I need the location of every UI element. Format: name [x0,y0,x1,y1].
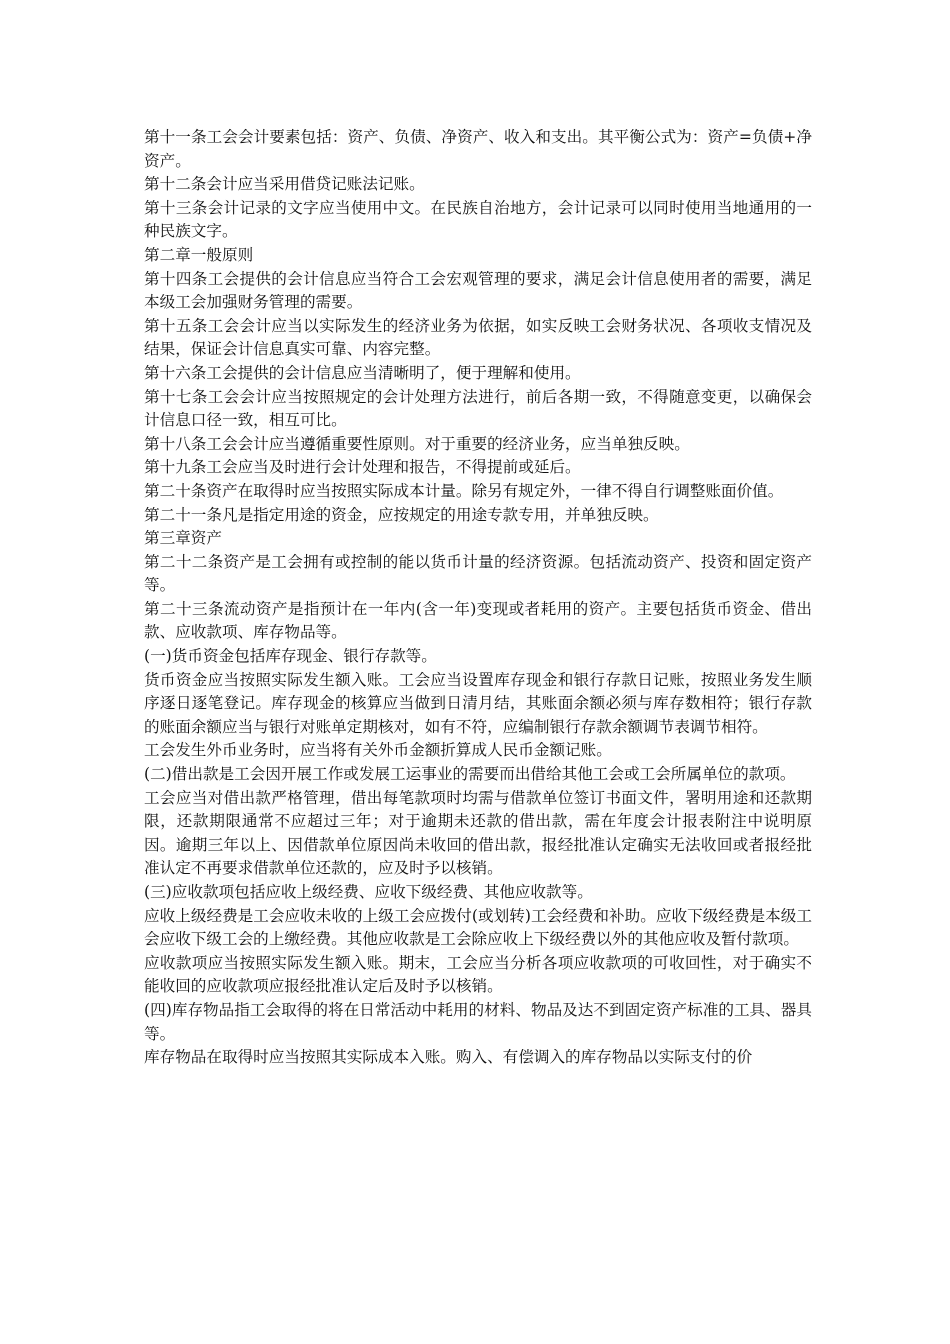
paragraph: 应收上级经费是工会应收未收的上级工会应拨付(或划转)工会经费和补助。应收下级经费是本级工会应收下级工会的上缴经费。其他应收款是工会除应收上下级经费以外的其他应收及暂付款项。 [144,906,812,949]
paragraph: 第十四条工会提供的会计信息应当符合工会宏观管理的要求，满足会计信息使用者的需要，满足本级工会加强财务管理的需要。 [144,269,812,312]
paragraph: 工会发生外币业务时，应当将有关外币金额折算成人民币金额记账。 [144,741,612,760]
paragraph: (一)货币资金包括库存现金、银行存款等。 [144,647,437,666]
paragraph: 第十八条工会会计应当遵循重要性原则。对于重要的经济业务，应当单独反映。 [144,434,690,453]
chapter-heading: 第二章一般原则 [144,245,254,264]
paragraph: 第十三条会计记录的文字应当使用中文。在民族自治地方，会计记录可以同时使用当地通用的一种民族文字。 [144,198,812,241]
paragraph: 第二十条资产在取得时应当按照实际成本计量。除另有规定外，一律不得自行调整账面价值。 [144,481,784,500]
paragraph: 第二十二条资产是工会拥有或控制的能以货币计量的经济资源。包括流动资产、投资和固定资产等。 [144,552,812,595]
paragraph: 第二十三条流动资产是指预计在一年内(含一年)变现或者耗用的资产。主要包括货币资金、借出款、应收款项、库存物品等。 [144,599,812,642]
paragraph: 应收款项应当按照实际发生额入账。期末，工会应当分析各项应收款项的可收回性，对于确实不能收回的应收款项应报经批准认定后及时予以核销。 [144,953,812,996]
paragraph: 库存物品在取得时应当按照其实际成本入账。购入、有偿调入的库存物品以实际支付的价 [144,1048,753,1067]
paragraph: 第十九条工会应当及时进行会计处理和报告，不得提前或延后。 [144,458,581,477]
paragraph: 第十五条工会会计应当以实际发生的经济业务为依据，如实反映工会财务状况、各项收支情况及结果，保证会计信息真实可靠、内容完整。 [144,316,812,359]
chapter-heading: 第三章资产 [144,529,222,548]
paragraph: (四)库存物品指工会取得的将在日常活动中耗用的材料、物品及达不到固定资产标准的工具、器具等。 [144,1000,812,1043]
paragraph: 货币资金应当按照实际发生额入账。工会应当设置库存现金和银行存款日记账，按照业务发生顺序逐日逐笔登记。库存现金的核算应当做到日清月结，其账面余额必须与库存数相符；银行存款的账面余额应当与银行对账单定期核对，如有不符，应编制银行存款余额调节表调节相符。 [144,670,812,736]
paragraph: 第十二条会计应当采用借贷记账法记账。 [144,175,425,194]
document-page [144,126,812,1070]
paragraph: (二)借出款是工会因开展工作或发展工运事业的需要而出借给其他工会或工会所属单位的款项。 [144,765,796,784]
paragraph: (三)应收款项包括应收上级经费、应收下级经费、其他应收款等。 [144,883,593,901]
paragraph: 第十一条工会会计要素包括：资产、负债、净资产、收入和支出。其平衡公式为：资产=负债+净资产。 [144,128,812,170]
paragraph: 第二十一条凡是指定用途的资金，应按规定的用途专款专用，并单独反映。 [144,505,659,524]
paragraph: 工会应当对借出款严格管理，借出每笔款项时均需与借款单位签订书面文件，署明用途和还款期限，还款期限通常不应超过三年；对于逾期未还款的借出款，需在年度会计报表附注中说明原因。逾期三年以上、因借款单位原因尚未收回的借出款，报经批准认定确实无法收回或者报经批准认定不再要求借款单位还款的，应及时予以核销。 [144,788,812,878]
paragraph: 第十七条工会会计应当按照规定的会计处理方法进行，前后各期一致，不得随意变更，以确保会计信息口径一致，相互可比。 [144,387,812,430]
paragraph: 第十六条工会提供的会计信息应当清晰明了，便于理解和使用。 [144,363,581,382]
